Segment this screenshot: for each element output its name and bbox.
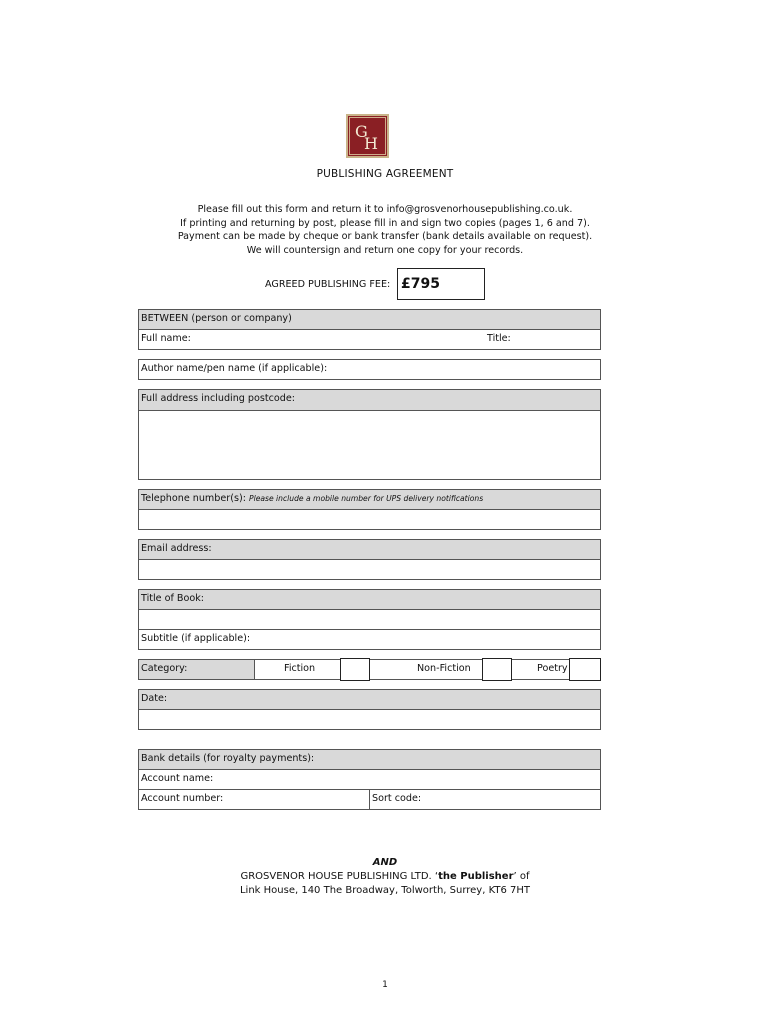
publisher-prefix: GROSVENOR HOUSE PUBLISHING LTD. ‘ <box>240 871 439 882</box>
fee-label: AGREED PUBLISHING FEE: <box>265 279 391 290</box>
svg-text:H: H <box>364 134 378 153</box>
account-number-field[interactable]: Account number: <box>138 789 370 810</box>
fee-value: £795 <box>397 268 485 300</box>
telephone-note: Please include a mobile number for UPS delivery notifications <box>249 494 484 503</box>
telephone-label: Telephone number(s): <box>141 493 246 504</box>
and-label: AND <box>372 857 398 868</box>
publisher-suffix: ’ of <box>513 871 530 882</box>
author-name-field[interactable]: Author name/pen name (if applicable): <box>138 359 601 380</box>
publisher-line <box>0 871 770 882</box>
fiction-checkbox[interactable] <box>340 658 370 681</box>
book-title-field[interactable] <box>138 609 601 630</box>
title-label: Title: <box>487 333 511 344</box>
date-header: Date: <box>138 689 601 710</box>
email-field[interactable] <box>138 559 601 580</box>
fiction-label: Fiction <box>284 663 316 674</box>
page-title: PUBLISHING AGREEMENT <box>316 168 454 180</box>
between-header: BETWEEN (person or company) <box>138 309 601 330</box>
full-name-field[interactable] <box>138 329 601 350</box>
category-label: Category: <box>138 659 255 680</box>
non-fiction-label: Non-Fiction <box>417 663 471 674</box>
bank-details-header: Bank details (for royalty payments): <box>138 749 601 770</box>
address-field[interactable] <box>138 410 601 480</box>
publisher-address: Link House, 140 The Broadway, Tolworth, Surrey, KT6 7HT <box>239 885 530 896</box>
instruction-line: Payment can be made by cheque or bank transfer (bank details available on request). <box>177 231 593 243</box>
telephone-field[interactable] <box>138 509 601 530</box>
sort-code-field[interactable]: Sort code: <box>369 789 601 810</box>
poetry-label: Poetry <box>537 663 568 674</box>
subtitle-field[interactable]: Subtitle (if applicable): <box>138 629 601 650</box>
account-name-field[interactable]: Account name: <box>138 769 601 790</box>
instructions <box>0 203 770 257</box>
full-name-label: Full name: <box>141 333 191 344</box>
email-header: Email address: <box>138 539 601 560</box>
date-field[interactable] <box>138 709 601 730</box>
telephone-header <box>138 489 601 510</box>
address-header: Full address including postcode: <box>138 389 601 411</box>
instruction-line: We will countersign and return one copy for your records. <box>246 244 524 256</box>
instruction-line: Please fill out this form and return it to info@grosvenorhousepublishing.co.uk. <box>197 204 573 215</box>
publisher-logo <box>346 114 389 158</box>
page-number: 1 <box>382 980 388 990</box>
publisher-bold: the Publisher <box>438 871 514 882</box>
svg-text:G: G <box>355 122 368 141</box>
non-fiction-checkbox[interactable] <box>482 658 512 681</box>
instruction-line: If printing and returning by post, please fill in and sign two copies (pages 1, 6 and 7). <box>180 217 590 229</box>
book-title-header: Title of Book: <box>138 589 601 610</box>
poetry-checkbox[interactable] <box>569 658 601 681</box>
